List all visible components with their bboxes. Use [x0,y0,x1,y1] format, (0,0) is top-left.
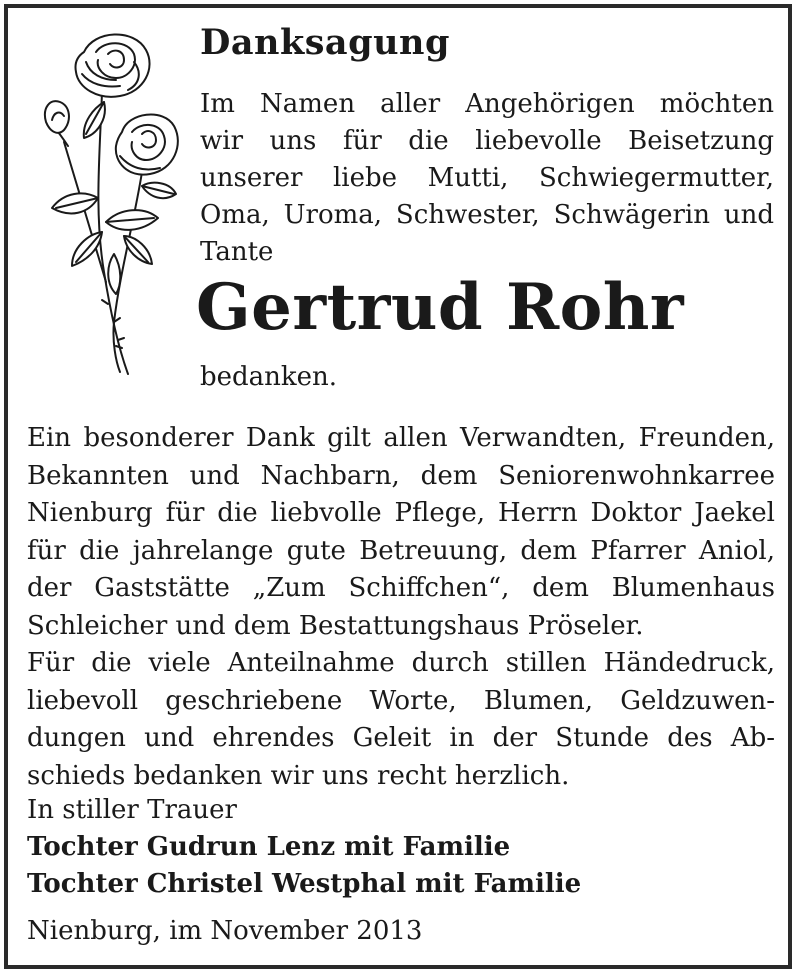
body-line: liebevoll geschriebene Worte, Blumen, Geldzuwen- [27,685,775,716]
body-paragraph [27,420,775,795]
body-line: Ein besonderer Dank gilt allen Verwandten, Freunden, [27,423,775,453]
signer-1: Tochter Gudrun Lenz mit Familie [27,832,511,862]
deceased-name: Gertrud Rohr [196,270,685,345]
body-line: dungen und ehrendes Geleit in der Stunde des Ab- [27,723,775,753]
signer-2: Tochter Christel Westphal mit Familie [27,869,582,899]
intro-line: Im Namen aller Angehörigen möchten [200,89,774,119]
closing-block [27,792,581,903]
intro-line: unserer liebe Mutti, Schwiegermutter, [200,163,774,193]
intro-paragraph [200,86,774,271]
body-line: Nienburg für die liebvolle Pflege, Herrn Doktor Jaekel [27,498,775,528]
intro-line: wir uns für die liebevolle Beisetzung [200,126,774,156]
place-date: Nienburg, im November 2013 [27,916,423,946]
body-line: für die jahrelange gute Betreuung, dem Pfarrer Aniol, [27,535,775,566]
body-line: Bekannten und Nachbarn, dem Seniorenwohnkarree [27,460,775,491]
body-line: Schleicher und dem Bestattungshaus Pröseler. [27,610,644,641]
closing-intro: In stiller Trauer [27,795,237,825]
thanks-word: bedanken. [200,362,338,392]
body-line: Für die viele Anteilnahme durch stillen Händedruck, [27,648,775,678]
body-line: schieds bedanken wir uns recht herzlich. [27,760,570,791]
intro-line: Oma, Uroma, Schwester, Schwägerin und [200,200,774,230]
intro-line: Tante [200,237,274,267]
body-line: der Gaststätte „Zum Schiffchen“, dem Blumenhaus [27,573,775,603]
notice-title: Danksagung [200,22,450,63]
rose-icon [24,22,194,382]
